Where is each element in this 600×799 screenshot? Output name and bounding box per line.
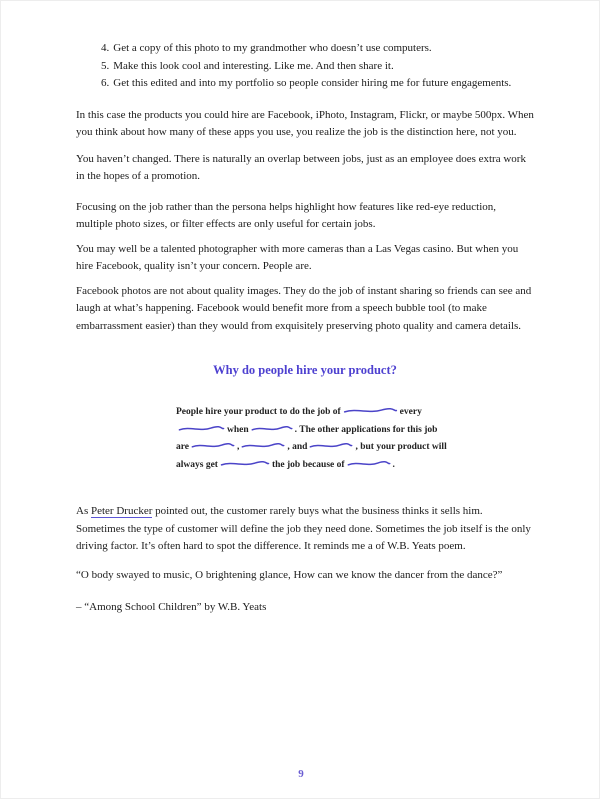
madlib-text: , — [237, 442, 240, 452]
paragraph-focusing-on-job: Focusing on the job rather than the persona helps highlight how features like red-eye reduction, multiple photo sizes, or filter effects are only useful for certain jobs. — [76, 200, 497, 230]
drucker-suffix: pointed out, the customer rarely buys what the business thinks it sells him. Sometimes the type of customer will define the job they need done. Sometimes the job itself is the only driving factor. It’s often hard to spot the difference. It reminds me a of W.B. Yeats poem. — [76, 505, 531, 552]
drucker-prefix: As — [76, 505, 91, 517]
blank-line-squiggle — [343, 406, 398, 415]
list-item-number: 5. — [101, 59, 110, 72]
list-item-text: Get this edited and into my portfolio so people consider hiring me for future engagements. — [113, 77, 512, 89]
madlib-text: the job because of — [271, 459, 345, 470]
list-item-text: Get a copy of this photo to my grandmother who doesn’t use computers. — [113, 42, 432, 54]
madlib-text: , but your product will — [355, 442, 447, 452]
madlib-text: when — [227, 424, 249, 435]
page-number: 9 — [298, 768, 304, 780]
madlib-text: are — [176, 442, 190, 452]
list-item-text: Make this look cool and interesting. Like me. And then share it. — [113, 59, 394, 72]
peter-drucker-link[interactable]: Peter Drucker — [90, 505, 153, 517]
list-item — [76, 58, 531, 76]
madlib-line — [176, 457, 534, 475]
blank-line-squiggle — [309, 441, 353, 450]
section-heading: Why do people hire your product? — [213, 363, 397, 377]
list-item-number: 6. — [101, 77, 110, 89]
paragraph-products-you-hire: In this case the products you could hire are Facebook, iPhoto, Instagram, Flickr, or maybe 500px. When you think about how many of these apps you use, you realize the job is the distinction here, not you. — [76, 108, 534, 138]
madlib-line — [176, 404, 534, 422]
blank-line-squiggle — [251, 424, 293, 433]
madlib-text: always get — [176, 459, 218, 470]
paragraph-you-havent-changed: You haven’t changed. There is naturally an overlap between jobs, just as an employee does extra work in the hopes of a promotion. — [76, 152, 526, 182]
madlib-text: , and — [287, 442, 308, 452]
blank-line-squiggle — [347, 459, 391, 468]
list-item-number: 4. — [101, 42, 110, 54]
blank-line-squiggle — [241, 441, 285, 450]
madlib-text: People hire your product to do the job of — [176, 407, 341, 417]
paragraph-facebook-photos: Facebook photos are not about quality images. They do the job of instant sharing so friends can see and laugh at what’s happening. Facebook would benefit more from a speech bubble tool (to make embarrassment easier) than they would from exquisitely preserving photo quality and camera details. — [76, 284, 532, 332]
intro-list — [76, 40, 534, 93]
madlib-text: . The other applications for this job — [294, 424, 438, 435]
madlib-exercise — [176, 404, 534, 474]
blank-line-squiggle — [191, 441, 235, 450]
yeats-quote: “O body swayed to music, O brightening glance, How can we know the dancer from the dance?” — [76, 568, 503, 581]
madlib-line — [176, 439, 534, 457]
paragraph-talented-photographer: You may well be a talented photographer with more cameras than a Las Vegas casino. But when you hire Facebook, quality isn’t your concern. People are. — [76, 242, 519, 272]
list-item — [76, 75, 531, 93]
madlib-text: . — [392, 459, 395, 470]
blank-line-squiggle — [178, 424, 225, 433]
madlib-text: every — [399, 407, 422, 417]
madlib-line — [176, 422, 534, 440]
list-item — [76, 40, 531, 58]
quote-attribution: – “Among School Children” by W.B. Yeats — [76, 601, 267, 613]
paragraph-peter-drucker — [76, 503, 534, 556]
blank-line-squiggle — [220, 459, 270, 468]
